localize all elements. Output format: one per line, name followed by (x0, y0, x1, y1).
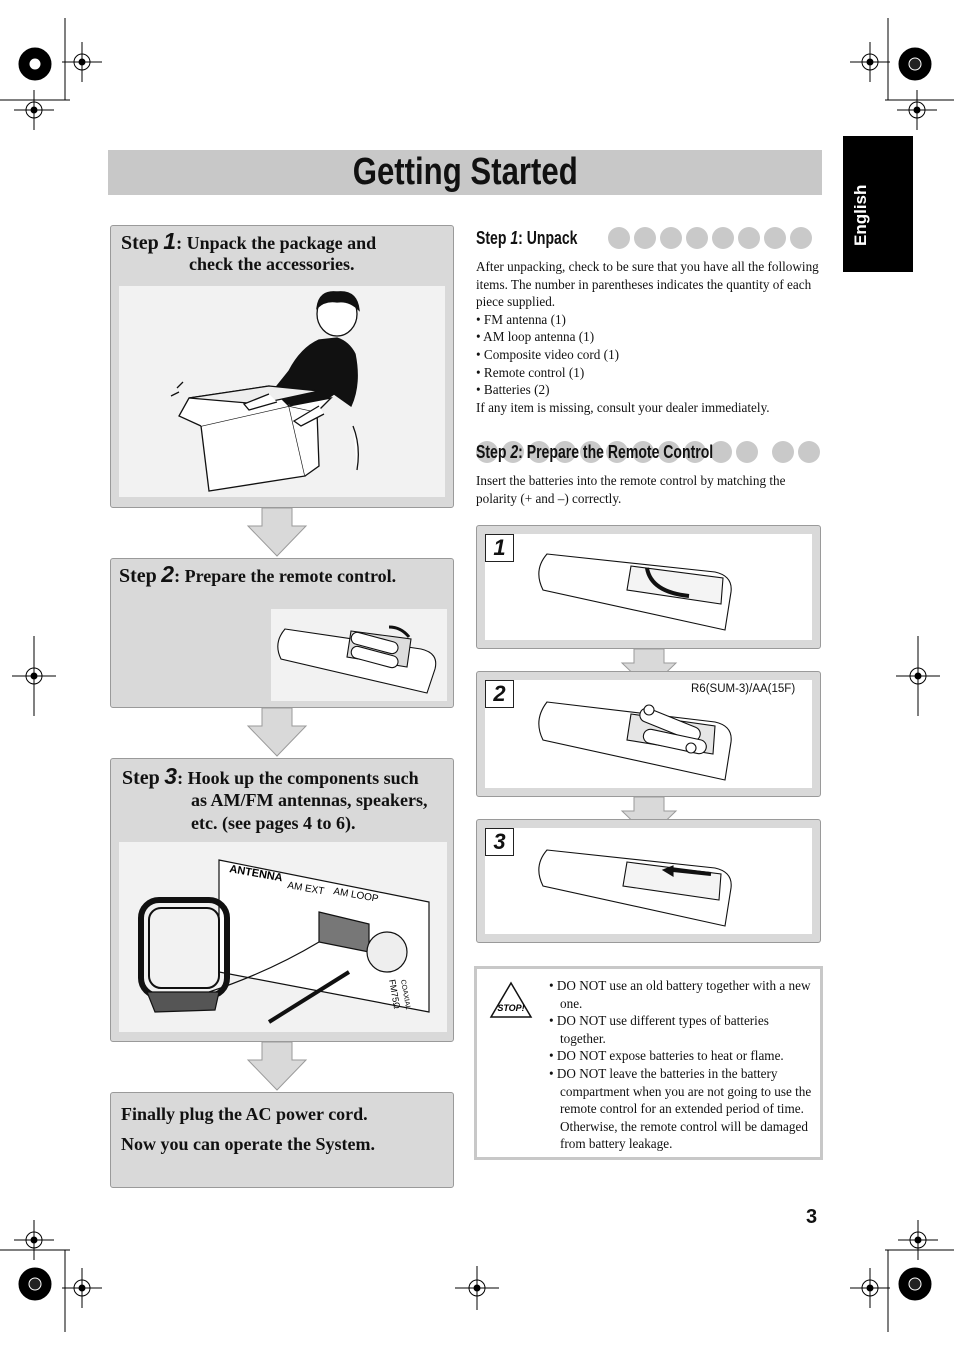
unpack-item: • Batteries (2) (476, 382, 550, 398)
remote-cover-open (535, 536, 745, 636)
step1-illustration (119, 286, 445, 497)
unpack-item: • Composite video cord (1) (476, 346, 620, 362)
step3-illustration (119, 842, 447, 1032)
final-line2: Now you can operate the System. (121, 1134, 375, 1154)
am-ext-label: AM EXT (286, 880, 326, 898)
caution-item: • DO NOT use an old battery together with a new one. (549, 978, 811, 1011)
step2-heading: Step 2: Prepare the remote control. (119, 561, 397, 587)
stop-warning-icon (489, 981, 533, 1019)
coaxial-label: COAXIAL (399, 979, 412, 1011)
battery-type-label: R6(SUM-3)/AA(15F) (691, 683, 796, 695)
step1-heading: Step 1: Unpack the package and (121, 228, 377, 254)
caution-box (474, 966, 823, 1160)
page-title: Getting Started (352, 151, 578, 193)
unpack-intro: After unpacking, check to be sure that you have all the following items. The number in parentheses indicates the quantity of each piece supplied. (476, 259, 819, 310)
step3-box (110, 758, 454, 1042)
remote-cover-close (535, 832, 745, 932)
flow-arrow-2 (246, 708, 308, 758)
caution-list (549, 977, 815, 1153)
heading-dots (608, 227, 812, 249)
language-tab-label: English (851, 184, 870, 246)
unpack-note: If any item is missing, consult your dealer immediately. (476, 399, 770, 415)
step3-heading-line2: as AM/FM antennas, speakers, (191, 790, 428, 810)
figure-number: 3 (485, 828, 514, 856)
figure-number: 2 (485, 680, 514, 708)
unpack-heading: Step 1: Unpack (476, 227, 822, 251)
step3-heading-line3: etc. (see pages 4 to 6). (191, 813, 356, 833)
remote-figure-3 (476, 819, 821, 943)
heading-dots (772, 441, 820, 463)
step2-illustration (271, 609, 447, 701)
remote-figure-1 (476, 525, 821, 649)
language-tab (843, 136, 913, 272)
antenna-connection-illustration (119, 842, 447, 1032)
unpack-item: • AM loop antenna (1) (476, 329, 595, 345)
remote-batteries-insert (535, 686, 745, 786)
caution-item: • DO NOT leave the batteries in the battery compartment when you are not going to use the remote control for an extended period of time. Otherwise, the remote control will be damaged from battery leakage. (549, 1065, 812, 1152)
step1-heading-line2: check the accessories. (189, 254, 355, 274)
step2-box (110, 558, 454, 708)
caution-item: • DO NOT use different types of batteries together. (549, 1013, 769, 1046)
page-number: 3 (806, 1206, 818, 1228)
svg-text:STOP!: STOP! (497, 1003, 525, 1013)
remote-body: Insert the batteries into the remote control by matching the polarity (+ and –) correctly. (476, 473, 786, 506)
flow-arrow-3 (246, 1042, 308, 1092)
antenna-label: ANTENNA (228, 863, 284, 885)
remote-figure-2 (476, 671, 821, 797)
figure-number: 1 (485, 534, 514, 562)
remote-heading: Step 2: Prepare the Remote Control (476, 441, 822, 465)
final-box (110, 1092, 454, 1188)
unpack-item: • FM antenna (1) (476, 311, 566, 327)
remote-battery-illustration (271, 609, 447, 701)
unpack-body (476, 258, 822, 416)
fm75-label: FM75Ω (387, 978, 403, 1010)
final-line1: Finally plug the AC power cord. (121, 1104, 368, 1124)
unpack-item: • Remote control (1) (476, 364, 585, 380)
flow-arrow-1 (246, 508, 308, 558)
step1-box (110, 225, 454, 508)
caution-item: • DO NOT expose batteries to heat or flame. (549, 1048, 784, 1064)
am-loop-label: AM LOOP (332, 886, 380, 905)
unpack-illustration (119, 286, 445, 497)
step3-heading: Step 3: Hook up the components such (122, 763, 419, 789)
